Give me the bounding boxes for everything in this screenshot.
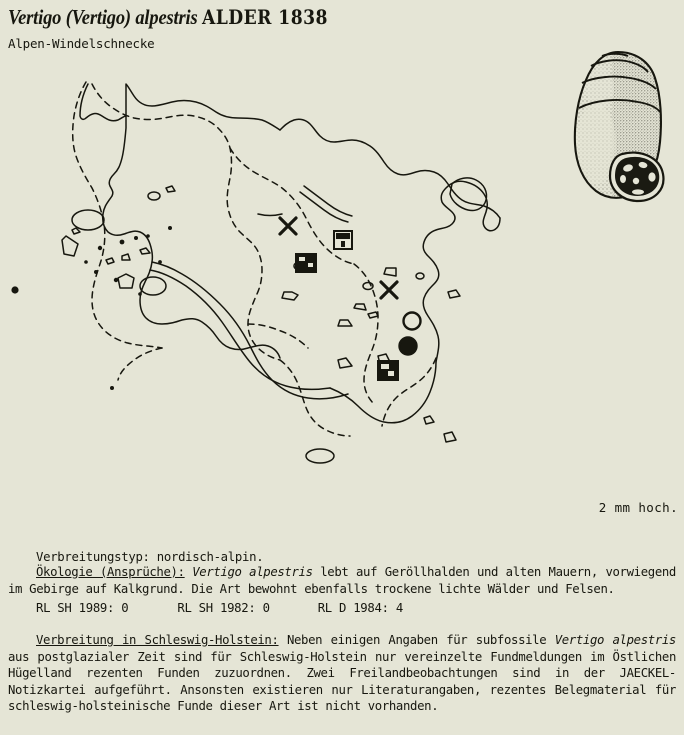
oekologie-species: Vertigo alpestris: [192, 565, 313, 579]
map-symbol-filled-circle: [400, 338, 417, 355]
rl-sh-1989: RL SH 1989: 0: [36, 601, 129, 615]
map-symbol-cross: [280, 218, 296, 234]
map-symbol-cross: [381, 282, 397, 298]
map-north-coast: [126, 84, 280, 130]
map-symbol-open-circle: [404, 313, 421, 330]
distribution-map: [0, 58, 520, 498]
shell-aperture: [610, 153, 663, 201]
map-record-symbols: [280, 218, 421, 380]
verbreitung-species: Vertigo alpestris: [554, 633, 676, 647]
verbreitung-heading: Verbreitung in Schleswig-Holstein:: [36, 633, 279, 647]
rl-d-1984: RL D 1984: 4: [317, 601, 403, 615]
paragraph-oekologie: [8, 564, 676, 597]
species-name: Vertigo (Vertigo) alpestris: [8, 5, 198, 29]
species-authority: ALDER 1838: [201, 5, 328, 29]
map-northeast-coast: [280, 119, 500, 218]
shell-illustration: [566, 48, 678, 208]
verbreitung-body-post: aus postglazialer Zeit sind für Schleswig-Holstein nur vereinzelte Fundmeldungen im Östlichen Hügelland rezenten Funden zuzuordnen. Zwei Freilandbeobachtungen sind in der JAECKEL-Notizkartei aufgeführt. Ansonsten existieren nur Literaturangaben, rezentes Belegmaterial für schleswig-holsteinische Funde dieser Art ist nicht vorhanden.: [8, 649, 676, 714]
map-north-sea-islands: [62, 210, 166, 295]
verbreitung-body-pre: Neben einigen Angaben für subfossile: [278, 633, 555, 647]
map-symbol-filled-square: [378, 361, 398, 380]
header: [8, 6, 380, 51]
rl-sh-1982: RL SH 1982: 0: [177, 601, 270, 615]
map-coastline-main: [80, 84, 280, 358]
oekologie-body: lebt auf Geröllhalden und alten Mauern, vorwiegend im Gebirge auf Kalkgrund. Die Art bewohnt ebenfalls trockene lichte Wälder und Felsen.: [8, 565, 676, 596]
red-list-row: [36, 600, 403, 617]
map-symbol-filled-square: [296, 254, 316, 272]
map-symbol-filled-square: [334, 231, 352, 249]
oekologie-heading: Ökologie (Ansprüche):: [36, 565, 185, 579]
paragraph-verbreitung: [8, 632, 676, 715]
map-district-boundaries: [73, 82, 436, 436]
common-name: Alpen-Windelschnecke: [8, 35, 155, 51]
page-title: [8, 6, 328, 29]
scale-note: 2 mm hoch.: [598, 500, 678, 515]
verbreitungstyp-line: Verbreitungstyp: nordisch-alpin.: [36, 550, 264, 564]
map-helgoland-dot: [11, 286, 18, 293]
